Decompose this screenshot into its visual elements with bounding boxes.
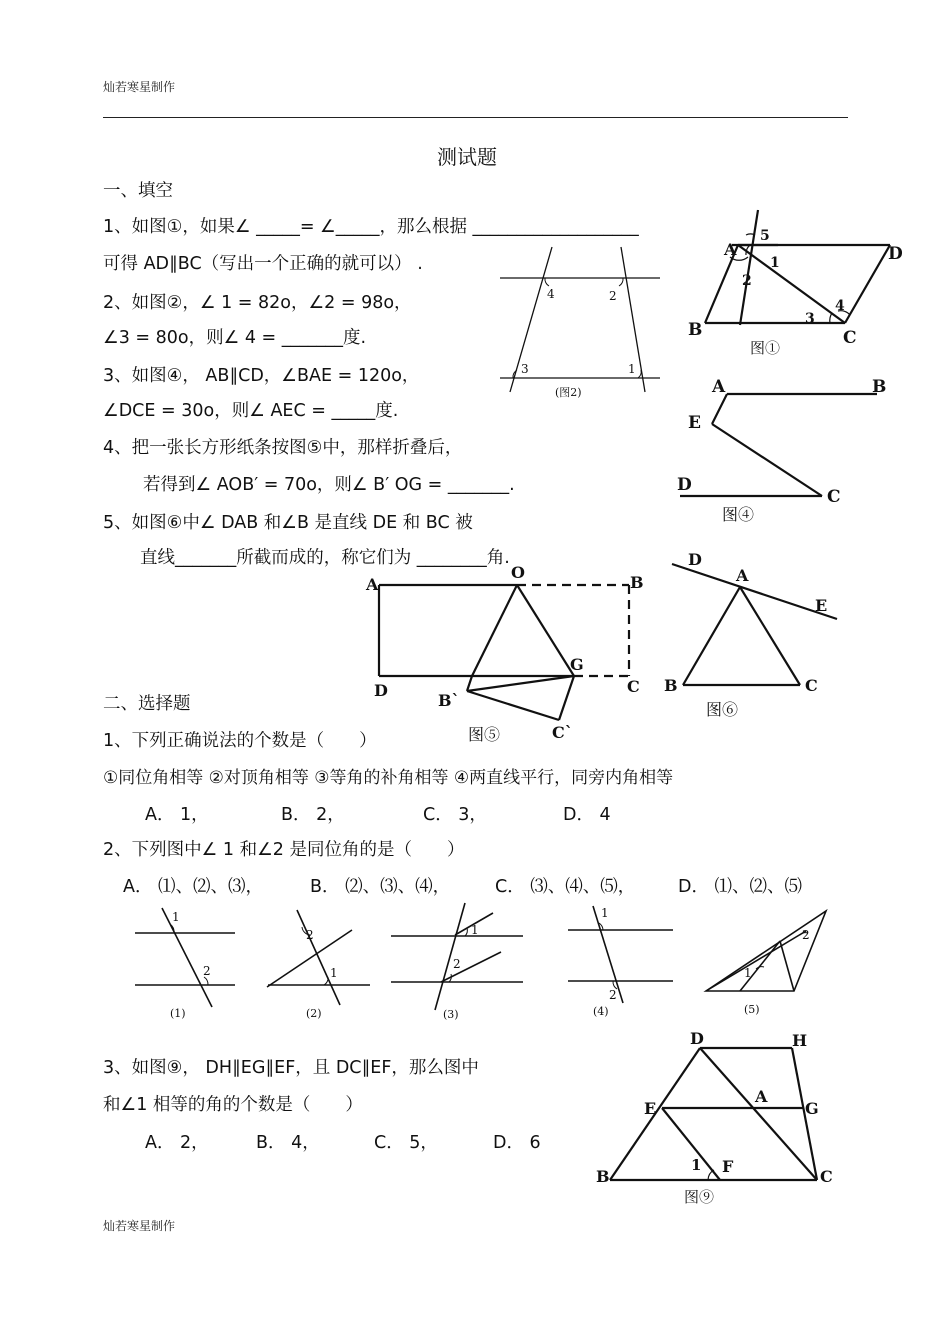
c2-option-a: A． ⑴、⑵、⑶， [123,877,264,897]
figure-9 [592,1028,842,1206]
c3-option-c: C． 5， [374,1133,438,1153]
small-figure-4 [563,903,678,1023]
f6-caption: 图⑥ [706,700,739,719]
f9-label-G: G [805,1099,819,1118]
f1-label-B: B [688,320,703,340]
f1-label-5: 5 [760,228,770,244]
sf4-label-2: 2 [609,988,617,1002]
f9-caption: 图⑨ [684,1188,715,1206]
f9-label-E: E [644,1099,657,1118]
f5-label-A: A [366,575,379,594]
sf3-caption: (3) [443,1008,459,1021]
section-fill-blank: 一、填空 [103,181,173,201]
sf1-label-2: 2 [203,964,211,978]
sf2-label-1: 1 [330,966,338,980]
f4-caption: 图④ [722,505,755,524]
sf4-caption: (4) [593,1005,609,1018]
f4-label-A: A [712,377,726,397]
page-title: 测试题 [437,145,497,169]
f5-label-D: D [374,681,388,700]
f6-label-B: B [664,676,678,695]
c2-option-c: C． ⑶、⑷、⑸， [495,877,636,897]
page-footer: 灿若寒星制作 [103,1219,176,1233]
figure-4 [672,372,892,527]
q3-line1: 3、如图④， AB∥CD，∠BAE = 120o， [103,366,420,386]
q1-line2: 可得 AD∥BC（写出一个正确的就可以） . [103,254,423,274]
f1-label-3: 3 [805,311,815,327]
f2-label-4: 4 [547,287,555,301]
c1-option-a: A． 1， [145,805,209,825]
f1-label-C: C [843,328,857,348]
c2-option-b: B． ⑵、⑶、⑷， [310,877,451,897]
f4-label-E: E [688,413,701,433]
figure-6 [660,545,845,725]
f1-label-4: 4 [835,298,845,314]
small-figure-5 [700,905,835,1020]
q5-line1: 5、如图⑥中∠ DAB 和∠B 是直线 DE 和 BC 被 [103,513,473,533]
q4-line1: 4、把一张长方形纸条按图⑤中，那样折叠后， [103,438,463,458]
q3-line2: ∠DCE = 30o，则∠ AEC = _____度. [103,401,399,421]
f9-label-A: A [755,1087,768,1106]
small-figure-3 [383,900,528,1025]
figure-2 [495,242,670,402]
page-header: 灿若寒星制作 [103,80,176,94]
c2-option-d: D． ⑴、⑵、⑸ [678,877,803,897]
sf2-caption: (2) [306,1007,322,1020]
f9-label-H: H [792,1031,808,1050]
f2-label-3: 3 [521,362,529,376]
f2-caption: (图2) [555,386,582,399]
f4-label-D: D [677,475,692,495]
c3-option-d: D． 6 [493,1133,541,1153]
f9-label-D: D [690,1029,704,1048]
c3-option-b: B． 4， [256,1133,320,1153]
f9-label-F: F [722,1157,734,1176]
f9-label-B: B [596,1167,610,1186]
f5-label-G: G [570,655,584,674]
f1-caption: 图① [750,339,781,357]
f5-caption: 图⑤ [468,725,501,744]
f5-label-B: B [630,573,644,592]
f6-label-D: D [688,550,702,569]
header-rule [103,117,848,118]
c1-option-d: D． 4 [563,805,611,825]
sf3-label-1: 1 [471,923,479,937]
sf5-label-2: 2 [802,928,810,942]
sf5-label-1: 1 [744,966,752,980]
q1-line1: 1、如图①，如果∠ _____= ∠_____，那么根据 ___________________ [103,217,639,237]
c2-question: 2、下列图中∠ 1 和∠2 是同位角的是（ ） [103,840,465,860]
q4-line2: 若得到∠ AOB′ = 70o，则∠ B′ OG = _______. [143,475,515,495]
f5-label-Cprime: C` [552,723,573,742]
f1-label-A: A [724,240,737,259]
small-figure-2 [262,905,377,1025]
f9-label-1: 1 [691,1156,702,1174]
q5-line2: 直线_______所截而成的，称它们为 ________角. [140,548,510,568]
sf5-caption: (5) [744,1003,760,1016]
f4-label-C: C [827,487,841,507]
small-figure-1 [130,905,240,1025]
f5-label-O: O [511,563,525,582]
c3-line1: 3、如图⑨， DH∥EG∥EF，且 DC∥EF，那么图中 [103,1058,479,1078]
q2-line2: ∠3 = 80o，则∠ 4 = _______度. [103,328,367,348]
figure-5 [362,558,652,748]
c3-line2: 和∠1 相等的角的个数是（ ） [103,1095,363,1115]
f5-label-C: C [627,677,640,696]
c1-option-c: C． 3， [423,805,487,825]
sf4-label-1: 1 [601,906,609,920]
sf1-caption: (1) [170,1007,186,1020]
c1-option-b: B． 2， [281,805,345,825]
f2-label-1: 1 [628,362,636,376]
sf1-label-1: 1 [172,910,180,924]
f6-label-A: A [736,566,749,585]
f9-label-C: C [820,1167,833,1186]
sf2-label-2: 2 [306,928,314,942]
f6-label-C: C [805,676,818,695]
sf3-label-2: 2 [453,957,461,971]
f1-label-1: 1 [770,255,780,271]
c1-question: 1、下列正确说法的个数是（ ） [103,731,377,751]
c3-option-a: A． 2， [145,1133,209,1153]
c1-statements: ①同位角相等 ②对顶角相等 ③等角的补角相等 ④两直线平行，同旁内角相等 [103,768,674,788]
f1-label-D: D [888,244,903,264]
q2-line1: 2、如图②，∠ 1 = 82o，∠2 = 98o， [103,293,412,313]
f4-label-B: B [872,377,887,397]
f6-label-E: E [815,596,828,615]
f5-label-Bprime: B` [438,691,460,710]
f2-label-2: 2 [609,289,617,303]
figure-1 [680,205,910,360]
f1-label-2: 2 [742,273,752,289]
section-choice: 二、选择题 [103,694,191,714]
